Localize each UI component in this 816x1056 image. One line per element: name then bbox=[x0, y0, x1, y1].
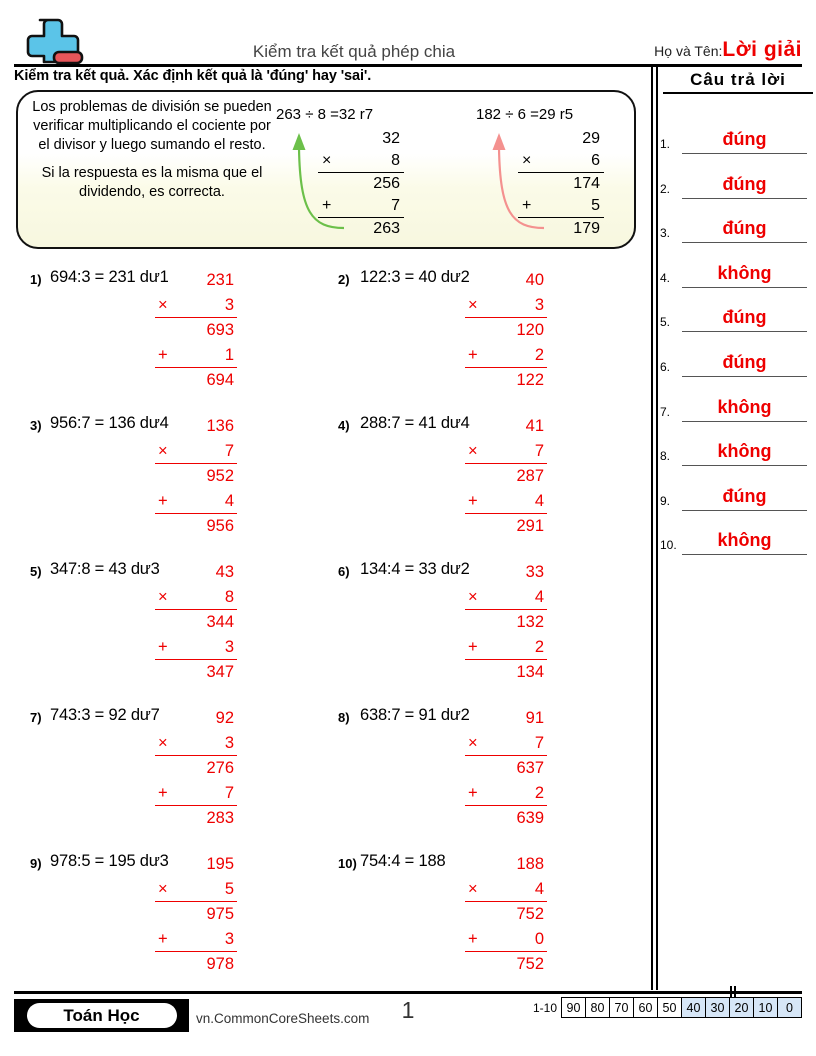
problem-add-symbol: + bbox=[468, 345, 478, 364]
problem-multiply-row: × 4 bbox=[465, 877, 547, 903]
student-name-block bbox=[654, 38, 802, 62]
example-explanation bbox=[28, 98, 276, 202]
example-2-remainder: 5 bbox=[591, 197, 600, 214]
problem-multiply-symbol: × bbox=[158, 441, 168, 460]
answer-number: 10. bbox=[660, 538, 677, 553]
problem-total: 752 bbox=[516, 955, 544, 973]
problem-add-symbol: + bbox=[468, 491, 478, 510]
answer-value: không bbox=[717, 262, 772, 283]
instructions-text: Kiểm tra kết quả. Xác định kết quả là 'đúng' hay 'sai'. bbox=[14, 68, 372, 84]
example-box bbox=[16, 90, 636, 249]
example-1-product: 256 bbox=[373, 175, 400, 192]
problem-add-symbol: + bbox=[468, 929, 478, 948]
answer-column-title: Câu trả lời bbox=[663, 70, 813, 94]
problem-question: 122:3 = 40 dư2 bbox=[360, 268, 470, 286]
problem-quotient: 41 bbox=[525, 417, 544, 435]
problem-product: 344 bbox=[206, 613, 234, 631]
problem-product: 975 bbox=[206, 905, 234, 923]
problem-computation bbox=[155, 268, 237, 393]
answer-number: 1. bbox=[660, 137, 671, 151]
example-2-add-row bbox=[518, 195, 604, 218]
problem-multiply-symbol: × bbox=[468, 295, 478, 314]
answer-row[interactable] bbox=[660, 244, 810, 288]
problem-computation bbox=[465, 852, 547, 977]
answer-row[interactable] bbox=[660, 199, 810, 243]
page-header bbox=[14, 16, 802, 66]
example-2-quotient: 29 bbox=[582, 130, 600, 147]
example-explanation-line1: Los problemas de división se pueden verificar multiplicando el cociente por el divisor y luego sumando el resto. bbox=[32, 99, 272, 153]
problem-number: 8) bbox=[338, 710, 350, 725]
problem-add-row: + 3 bbox=[155, 927, 237, 953]
answer-row[interactable] bbox=[660, 467, 810, 511]
answer-number: 9. bbox=[660, 493, 671, 508]
problem-add-symbol: + bbox=[468, 783, 478, 802]
answer-value: đúng bbox=[722, 173, 767, 194]
problem-multiply-symbol: × bbox=[158, 295, 168, 314]
answer-value: đúng bbox=[722, 307, 767, 328]
problem-computation bbox=[465, 706, 547, 831]
problem-total: 694 bbox=[206, 371, 234, 389]
problem-add-row: + 4 bbox=[465, 489, 547, 515]
answer-row[interactable] bbox=[660, 511, 810, 555]
answer-line bbox=[682, 553, 807, 555]
problem-total: 122 bbox=[516, 371, 544, 389]
name-value: Lời giải bbox=[722, 38, 802, 61]
answer-number: 2. bbox=[660, 181, 671, 196]
example-2-multiply-symbol: × bbox=[522, 152, 532, 169]
problem-add-row: + 1 bbox=[155, 343, 237, 369]
problem-add-symbol: + bbox=[158, 491, 168, 510]
problem-number: 1) bbox=[30, 272, 42, 287]
problem-quotient: 92 bbox=[215, 709, 234, 727]
problem-total: 978 bbox=[206, 955, 234, 973]
example-1-computation bbox=[318, 128, 404, 240]
header-divider bbox=[14, 64, 802, 67]
problem-number: 3) bbox=[30, 418, 42, 433]
problem-question: 134:4 = 33 dư2 bbox=[360, 560, 470, 578]
answer-number: 8. bbox=[660, 449, 671, 464]
problem-question: 743:3 = 92 dư7 bbox=[50, 706, 160, 724]
problem-product: 752 bbox=[516, 905, 544, 923]
problem-total: 134 bbox=[516, 663, 544, 681]
score-box[interactable]: 60 bbox=[633, 997, 658, 1018]
problem-number: 5) bbox=[30, 564, 42, 579]
problem-question: 347:8 = 43 dư3 bbox=[50, 560, 160, 578]
answer-row[interactable] bbox=[660, 288, 810, 332]
problem-add-symbol: + bbox=[158, 929, 168, 948]
answer-value: không bbox=[717, 530, 772, 551]
problem-computation bbox=[465, 414, 547, 539]
score-box[interactable]: 20 bbox=[729, 997, 754, 1018]
problem-multiply-row: × 7 bbox=[155, 439, 237, 465]
problem-multiply-symbol: × bbox=[468, 441, 478, 460]
problem-quotient: 195 bbox=[206, 855, 234, 873]
problem-quotient: 43 bbox=[215, 563, 234, 581]
site-url: vn.CommonCoreSheets.com bbox=[196, 1011, 370, 1026]
problem-multiply-symbol: × bbox=[468, 587, 478, 606]
problem-multiply-row: × 3 bbox=[465, 293, 547, 319]
problem-add-symbol: + bbox=[468, 637, 478, 656]
example-explanation-line2: Si la respuesta es la misma que el dividendo, es correcta. bbox=[41, 165, 263, 200]
problem-total: 283 bbox=[206, 809, 234, 827]
score-box[interactable]: 80 bbox=[585, 997, 610, 1018]
problem-add-row: + 4 bbox=[155, 489, 237, 515]
problem-product: 120 bbox=[516, 321, 544, 339]
problem-product: 276 bbox=[206, 759, 234, 777]
answer-row[interactable] bbox=[660, 378, 810, 422]
problem-total: 347 bbox=[206, 663, 234, 681]
answer-value: không bbox=[717, 396, 772, 417]
example-1-total: 263 bbox=[373, 220, 400, 237]
problem-multiply-row: × 8 bbox=[155, 585, 237, 611]
answer-row[interactable] bbox=[660, 333, 810, 377]
problem-question: 694:3 = 231 dư1 bbox=[50, 268, 169, 286]
score-box[interactable]: 70 bbox=[609, 997, 634, 1018]
problem-number: 2) bbox=[338, 272, 350, 287]
problem-question: 638:7 = 91 dư2 bbox=[360, 706, 470, 724]
problem-add-row: + 2 bbox=[465, 781, 547, 807]
worksheet-title: Kiểm tra kết quả phép chia bbox=[252, 42, 456, 61]
example-1-heading: 263 ÷ 8 =32 r7 bbox=[276, 106, 374, 123]
problem-total: 639 bbox=[516, 809, 544, 827]
example-2-computation bbox=[518, 128, 604, 240]
problem-quotient: 188 bbox=[516, 855, 544, 873]
problem-number: 7) bbox=[30, 710, 42, 725]
problem-multiply-row: × 7 bbox=[465, 439, 547, 465]
problem-multiply-symbol: × bbox=[158, 733, 168, 752]
problem-product: 132 bbox=[516, 613, 544, 631]
problem-product: 693 bbox=[206, 321, 234, 339]
problem-multiply-row: × 3 bbox=[155, 293, 237, 319]
brand-label: Toán Học bbox=[27, 1003, 177, 1028]
example-2-total: 179 bbox=[573, 220, 600, 237]
score-box[interactable]: 30 bbox=[705, 997, 730, 1018]
problem-question: 754:4 = 188 bbox=[360, 852, 446, 870]
problem-quotient: 33 bbox=[525, 563, 544, 581]
problem-computation bbox=[465, 268, 547, 393]
problem-add-symbol: + bbox=[158, 637, 168, 656]
problem-number: 4) bbox=[338, 418, 350, 433]
problem-multiply-symbol: × bbox=[158, 879, 168, 898]
example-1-add-row bbox=[318, 195, 404, 218]
problem-computation bbox=[155, 414, 237, 539]
answer-number: 5. bbox=[660, 315, 671, 330]
example-2-product: 174 bbox=[573, 175, 600, 192]
answer-value: đúng bbox=[722, 218, 767, 239]
example-2-add-symbol: + bbox=[522, 197, 532, 214]
example-1-add-symbol: + bbox=[322, 197, 332, 214]
footer-divider bbox=[14, 991, 802, 994]
problem-product: 952 bbox=[206, 467, 234, 485]
problem-product: 287 bbox=[516, 467, 544, 485]
answer-value: đúng bbox=[722, 485, 767, 506]
problem-add-row: + 3 bbox=[155, 635, 237, 661]
example-2-heading: 182 ÷ 6 =29 r5 bbox=[476, 106, 574, 123]
example-2-divisor: 6 bbox=[591, 152, 600, 169]
problem-multiply-symbol: × bbox=[158, 587, 168, 606]
problem-quotient: 40 bbox=[525, 271, 544, 289]
problem-total: 956 bbox=[206, 517, 234, 535]
problem-multiply-symbol: × bbox=[468, 879, 478, 898]
score-scale-tick-2 bbox=[730, 986, 732, 997]
problem-multiply-row: × 4 bbox=[465, 585, 547, 611]
problem-multiply-row: × 3 bbox=[155, 731, 237, 757]
page-number: 1 bbox=[401, 997, 415, 1023]
answer-number: 3. bbox=[660, 226, 671, 241]
problem-total: 291 bbox=[516, 517, 544, 535]
problem-number: 9) bbox=[30, 856, 42, 871]
score-scale-tick-1 bbox=[734, 986, 736, 997]
score-box[interactable]: 50 bbox=[657, 997, 682, 1018]
score-box[interactable]: 40 bbox=[681, 997, 706, 1018]
score-box[interactable]: 10 bbox=[753, 997, 778, 1018]
answer-column-divider-inner bbox=[656, 64, 658, 990]
answer-value: đúng bbox=[722, 352, 767, 372]
problem-add-row: + 2 bbox=[465, 343, 547, 369]
answer-column-divider-outer bbox=[651, 64, 653, 990]
score-box[interactable]: 0 bbox=[777, 997, 802, 1018]
example-1-divisor: 8 bbox=[391, 152, 400, 169]
name-label: Họ và Tên: bbox=[654, 43, 723, 59]
problem-quotient: 136 bbox=[206, 417, 234, 435]
problem-add-symbol: + bbox=[158, 783, 168, 802]
problem-number: 6) bbox=[338, 564, 350, 579]
score-scale-label: 1-10 bbox=[532, 1000, 557, 1015]
problem-computation bbox=[155, 852, 237, 977]
example-1-multiply-symbol: × bbox=[322, 152, 332, 169]
problem-question: 956:7 = 136 dư4 bbox=[50, 414, 169, 432]
problem-question: 288:7 = 41 dư4 bbox=[360, 414, 470, 432]
answer-value: không bbox=[717, 441, 772, 462]
problem-multiply-symbol: × bbox=[468, 733, 478, 752]
answer-row[interactable] bbox=[660, 110, 810, 154]
problem-product: 637 bbox=[516, 759, 544, 777]
example-2-multiply-row bbox=[518, 150, 604, 173]
answer-value: đúng bbox=[722, 129, 767, 149]
answer-number: 6. bbox=[660, 360, 671, 374]
score-box-group bbox=[562, 997, 802, 1018]
problem-multiply-row: × 7 bbox=[465, 731, 547, 757]
answer-number: 7. bbox=[660, 404, 671, 419]
answer-row[interactable] bbox=[660, 422, 810, 466]
problem-question: 978:5 = 195 dư3 bbox=[50, 852, 169, 870]
score-scale bbox=[533, 997, 802, 1018]
problem-multiply-row: × 5 bbox=[155, 877, 237, 903]
plus-minus-logo-icon bbox=[14, 16, 86, 68]
problem-quotient: 231 bbox=[206, 271, 234, 289]
answer-number: 4. bbox=[660, 270, 671, 285]
problem-add-row: + 7 bbox=[155, 781, 237, 807]
example-1-multiply-row bbox=[318, 150, 404, 173]
problem-number: 10) bbox=[338, 856, 357, 871]
problem-add-row: + 0 bbox=[465, 927, 547, 953]
problem-add-symbol: + bbox=[158, 345, 168, 364]
problem-add-row: + 2 bbox=[465, 635, 547, 661]
problem-computation bbox=[465, 560, 547, 685]
answer-row[interactable] bbox=[660, 155, 810, 199]
problem-computation bbox=[155, 560, 237, 685]
problem-quotient: 91 bbox=[525, 709, 544, 727]
example-1-remainder: 7 bbox=[391, 197, 400, 214]
score-box[interactable]: 90 bbox=[561, 997, 586, 1018]
example-1-quotient: 32 bbox=[382, 130, 400, 147]
problem-computation bbox=[155, 706, 237, 831]
